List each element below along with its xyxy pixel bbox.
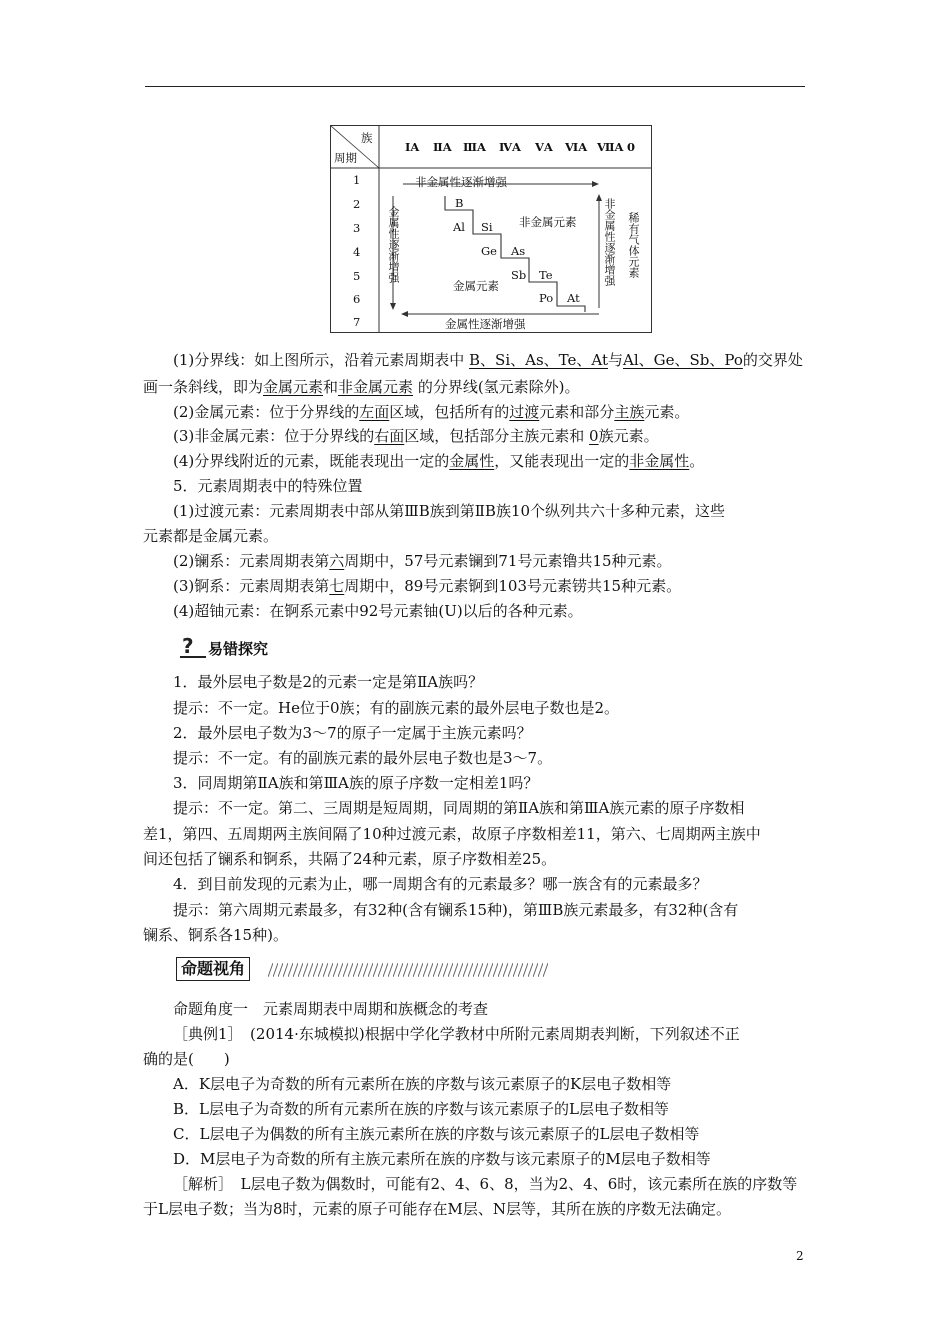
answer-2: 提示：不一定。有的副族元素的最外层电子数也是3～7。 (173, 749, 553, 767)
para-transuranium: (4)超铀元素：在锕系元素中92号元素铀(U)以后的各种元素。 (173, 602, 583, 620)
svg-text:?: ? (182, 634, 194, 658)
right-vertical-label: 非金属性逐渐增强 (603, 198, 616, 286)
period-label: 7 (353, 315, 361, 329)
periodic-boundary-figure (330, 125, 652, 333)
question-2: 2．最外层电子数为3～7的原子一定属于主族元素吗？ (173, 724, 532, 742)
question-1: 1．最外层电子数是2的元素一定是第ⅡA族吗？ (173, 673, 484, 691)
answer-3-line3: 间还包括了镧系和锕系，共隔了24种元素，原子序数相差25。 (143, 850, 557, 868)
option-B: B．L层电子为奇数的所有元素所在族的序数与该元素原子的L层电子数相等 (173, 1100, 669, 1118)
para-lanthanides: (2)镧系：元素周期表第六周期中，57号元素镧到71号元素镥共15种元素。 (173, 552, 672, 570)
section-banner-pitfalls: ? 易错探究 (176, 633, 366, 661)
group-header: ⅢA (463, 140, 486, 154)
nonmetal-region-label: 非金属元素 (519, 215, 577, 229)
corner-period-label: 周期 (334, 151, 357, 165)
group-header: ⅣA (499, 140, 521, 154)
element-Al: Al (453, 220, 465, 234)
period-label: 5 (353, 269, 361, 283)
group-header: ⅤA (535, 140, 553, 154)
answer-3-line2: 差1，第四、五周期两主族间隔了10种过渡元素，故原子序数相差11，第六、七周期两主族中 (143, 825, 761, 843)
page-number: 2 (796, 1249, 804, 1263)
section-banner-perspective: 命题视角 (176, 955, 556, 983)
group-header: ⅥA (565, 140, 588, 154)
para-actinides: (3)锕系：元素周期表第七周期中，89号元素锕到103号元素铹共15种元素。 (173, 577, 682, 595)
period-label: 2 (353, 197, 361, 211)
metal-region-label: 金属元素 (453, 279, 499, 293)
group-header: ⅠA (405, 140, 420, 154)
corner-group-label: 族 (361, 131, 373, 145)
question-mark-icon (176, 633, 212, 661)
example-stem-1: ［典例1］ (2014·东城模拟)根据中学化学教材中所附元素周期表判断，下列叙述不正 (173, 1025, 740, 1043)
para-boundary-line2: 画一条斜线，即为金属元素和非金属元素 的分界线(氢元素除外)。 (143, 378, 580, 396)
element-B: B (455, 196, 464, 210)
para-nonmetal: (3)非金属元素：位于分界线的右面区域，包括部分主族元素和 0族元素。 (173, 427, 659, 445)
option-A: A．K层电子为奇数的所有元素所在族的序数与该元素原子的K层电子数相等 (173, 1075, 672, 1093)
perspective-title: 命题角度一 元素周期表中周期和族概念的考查 (173, 1000, 489, 1018)
period-label: 4 (353, 245, 361, 259)
element-At: At (567, 291, 580, 305)
question-3: 3．同周期第ⅡA族和第ⅢA族的原子序数一定相差1吗？ (173, 774, 539, 792)
answer-3-line1: 提示：不一定。第二、三周期是短周期，同周期的第ⅡA族和第ⅢA族元素的原子序数相 (173, 799, 745, 817)
para-boundary-line1: (1)分界线：如上图所示，沿着元素周期表中 B、Si、As、Te、At与Al、Ge、Sb、Po的交界处 (173, 351, 803, 369)
arrow-top-label: 非金属性逐渐增强 (415, 175, 507, 189)
answer-4-line2: 镧系、锕系各15种)。 (143, 926, 288, 944)
section-heading-5: 5．元素周期表中的特殊位置 (173, 477, 363, 495)
para-near-boundary: (4)分界线附近的元素，既能表现出一定的金属性，又能表现出一定的非金属性。 (173, 452, 705, 470)
period-label: 6 (353, 292, 361, 306)
element-As: As (511, 244, 526, 258)
group-header: ⅡA (433, 140, 452, 154)
element-Te: Te (539, 268, 553, 282)
example-stem-2: 确的是( ) (143, 1050, 230, 1068)
left-vertical-label: 金属性逐渐增强 (387, 206, 400, 283)
period-label: 3 (353, 221, 361, 235)
para-transition-2: 元素都是金属元素。 (143, 527, 279, 545)
option-C: C．L层电子为偶数的所有主族元素所在族的序数与该元素原子的L层电子数相等 (173, 1125, 700, 1143)
element-Sb: Sb (511, 268, 527, 282)
hatch-decoration (268, 963, 548, 977)
answer-1: 提示：不一定。He位于0族；有的副族元素的最外层电子数也是2。 (173, 699, 620, 717)
period-label: 1 (353, 173, 361, 187)
para-metal: (2)金属元素：位于分界线的左面区域，包括所有的过渡元素和部分主族元素。 (173, 403, 690, 421)
header-rule (145, 86, 805, 87)
arrow-bottom-label: 金属性逐渐增强 (445, 317, 526, 331)
analysis-line1: ［解析］ L层电子数为偶数时，可能有2、4、6、8，当为2、4、6时，该元素所在族的序数等 (173, 1175, 798, 1193)
answer-4-line1: 提示：第六周期元素最多，有32种(含有镧系15种)，第ⅢB族元素最多，有32种(含有 (173, 901, 739, 919)
element-Ge: Ge (481, 244, 497, 258)
element-Si: Si (481, 220, 493, 234)
element-Po: Po (539, 291, 554, 305)
para-transition-1: (1)过渡元素：元素周期表中部从第ⅢB族到第ⅡB族10个纵列共六十多种元素，这些 (173, 502, 726, 520)
analysis-line2: 于L层电子数；当为8时，元素的原子可能存在M层、N层等，其所在族的序数无法确定。 (143, 1200, 731, 1218)
group-header: 0 (627, 140, 636, 154)
noble-gas-label: 稀有气体元素 (627, 212, 640, 278)
group-header: ⅦA (597, 140, 624, 154)
option-D: D．M层电子为奇数的所有主族元素所在族的序数与该元素原子的M层电子数相等 (173, 1150, 711, 1168)
question-4: 4．到目前发现的元素为止，哪一周期含有的元素最多？哪一族含有的元素最多？ (173, 875, 708, 893)
